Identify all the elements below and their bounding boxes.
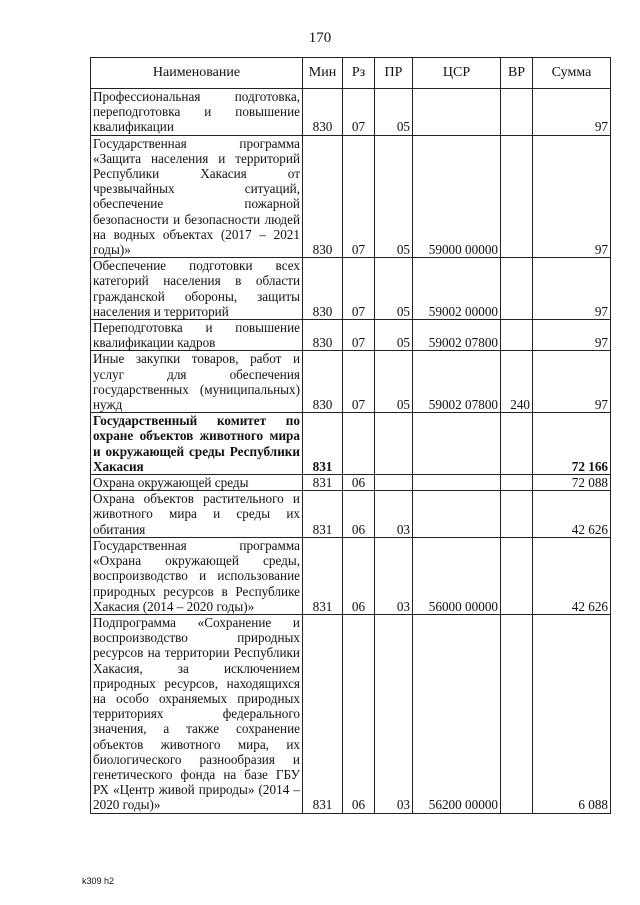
row-vr xyxy=(501,614,533,813)
row-name: Охрана окружающей среды xyxy=(91,475,303,491)
row-rz: 06 xyxy=(343,614,375,813)
row-rz: 07 xyxy=(343,258,375,320)
row-min: 830 xyxy=(303,258,343,320)
row-min: 830 xyxy=(303,135,343,258)
row-pr: 03 xyxy=(375,491,413,538)
row-sum: 42 626 xyxy=(533,491,611,538)
row-vr xyxy=(501,135,533,258)
row-csr xyxy=(413,413,501,475)
row-rz: 06 xyxy=(343,475,375,491)
header-row xyxy=(91,58,611,89)
row-csr: 59002 00000 xyxy=(413,258,501,320)
row-sum: 97 xyxy=(533,320,611,351)
row-rz xyxy=(343,413,375,475)
table-row xyxy=(91,491,611,538)
row-min: 831 xyxy=(303,475,343,491)
table-row xyxy=(91,258,611,320)
row-pr: 05 xyxy=(375,351,413,413)
row-rz: 07 xyxy=(343,320,375,351)
row-pr xyxy=(375,413,413,475)
row-rz: 06 xyxy=(343,491,375,538)
row-csr xyxy=(413,491,501,538)
row-name: Иные закупки товаров, работ и услуг для обеспечения государственных (муниципальных) нужд xyxy=(91,351,303,413)
row-vr xyxy=(501,537,533,614)
header-vr: ВР xyxy=(501,58,533,89)
page-number: 170 xyxy=(308,30,332,46)
row-sum: 97 xyxy=(533,135,611,258)
row-sum: 72 088 xyxy=(533,475,611,491)
table-row xyxy=(91,320,611,351)
row-sum: 6 088 xyxy=(533,614,611,813)
row-rz: 07 xyxy=(343,351,375,413)
row-pr xyxy=(375,475,413,491)
row-csr: 56200 00000 xyxy=(413,614,501,813)
row-vr: 240 xyxy=(501,351,533,413)
row-name: Государственный комитет по охране объектов животного мира и окружающей среды Республики Хакасия xyxy=(91,413,303,475)
row-rz: 06 xyxy=(343,537,375,614)
row-name: Государственная программа «Защита населения и территорий Республики Хакасия от чрезвычайных ситуаций, обеспечение пожарной безопасности и безопасности людей на водных объектах (2017 – 2021 годы)» xyxy=(91,135,303,258)
row-min: 830 xyxy=(303,320,343,351)
row-vr xyxy=(501,320,533,351)
row-vr xyxy=(501,491,533,538)
row-sum: 97 xyxy=(533,89,611,136)
row-pr: 05 xyxy=(375,320,413,351)
header-rz: Рз xyxy=(343,58,375,89)
header-min: Мин xyxy=(303,58,343,89)
row-min: 830 xyxy=(303,89,343,136)
row-name: Подпрограмма «Сохранение и воспроизводство природных ресурсов на территории Республики Хакасия, за исключением природных ресурсов, находящихся на особо охраняемых природных территориях федерального значения, а также сохранение объектов животного мира, их биологического разнообразия и генетического фонда на базе ГБУ РХ «Центр живой природы» (2014 – 2020 годы)» xyxy=(91,614,303,813)
budget-table xyxy=(90,57,611,814)
header-sum: Сумма xyxy=(533,58,611,89)
header-pr: ПР xyxy=(375,58,413,89)
row-csr: 59000 00000 xyxy=(413,135,501,258)
row-pr: 05 xyxy=(375,135,413,258)
row-min: 831 xyxy=(303,413,343,475)
row-name: Профессиональная подготовка, переподготовка и повышение квалификации xyxy=(91,89,303,136)
row-name: Обеспечение подготовки всех категорий населения в области гражданской обороны, защиты населения и территорий xyxy=(91,258,303,320)
row-min: 830 xyxy=(303,351,343,413)
row-pr: 03 xyxy=(375,537,413,614)
table-row xyxy=(91,89,611,136)
table-row-department xyxy=(91,413,611,475)
row-vr xyxy=(501,258,533,320)
row-csr: 56000 00000 xyxy=(413,537,501,614)
row-name: Охрана объектов растительного и животного мира и среды их обитания xyxy=(91,491,303,538)
row-sum: 42 626 xyxy=(533,537,611,614)
row-name: Государственная программа «Охрана окружающей среды, воспроизводство и использование природных ресурсов в Республике Хакасия (2014 – 2020 годы)» xyxy=(91,537,303,614)
row-csr: 59002 07800 xyxy=(413,320,501,351)
row-vr xyxy=(501,475,533,491)
table-row xyxy=(91,614,611,813)
row-pr: 03 xyxy=(375,614,413,813)
table-row xyxy=(91,475,611,491)
row-rz: 07 xyxy=(343,89,375,136)
row-min: 831 xyxy=(303,614,343,813)
row-csr: 59002 07800 xyxy=(413,351,501,413)
header-name: Наименование xyxy=(91,58,303,89)
row-sum: 97 xyxy=(533,258,611,320)
table-row xyxy=(91,537,611,614)
row-name: Переподготовка и повышение квалификации кадров xyxy=(91,320,303,351)
row-csr xyxy=(413,475,501,491)
row-min: 831 xyxy=(303,491,343,538)
row-vr xyxy=(501,413,533,475)
table-row xyxy=(91,135,611,258)
row-vr xyxy=(501,89,533,136)
row-sum: 72 166 xyxy=(533,413,611,475)
row-rz: 07 xyxy=(343,135,375,258)
row-pr: 05 xyxy=(375,258,413,320)
header-csr: ЦСР xyxy=(413,58,501,89)
row-sum: 97 xyxy=(533,351,611,413)
footer-code: k309 h2 xyxy=(82,876,115,886)
table-row xyxy=(91,351,611,413)
row-pr: 05 xyxy=(375,89,413,136)
row-min: 831 xyxy=(303,537,343,614)
row-csr xyxy=(413,89,501,136)
